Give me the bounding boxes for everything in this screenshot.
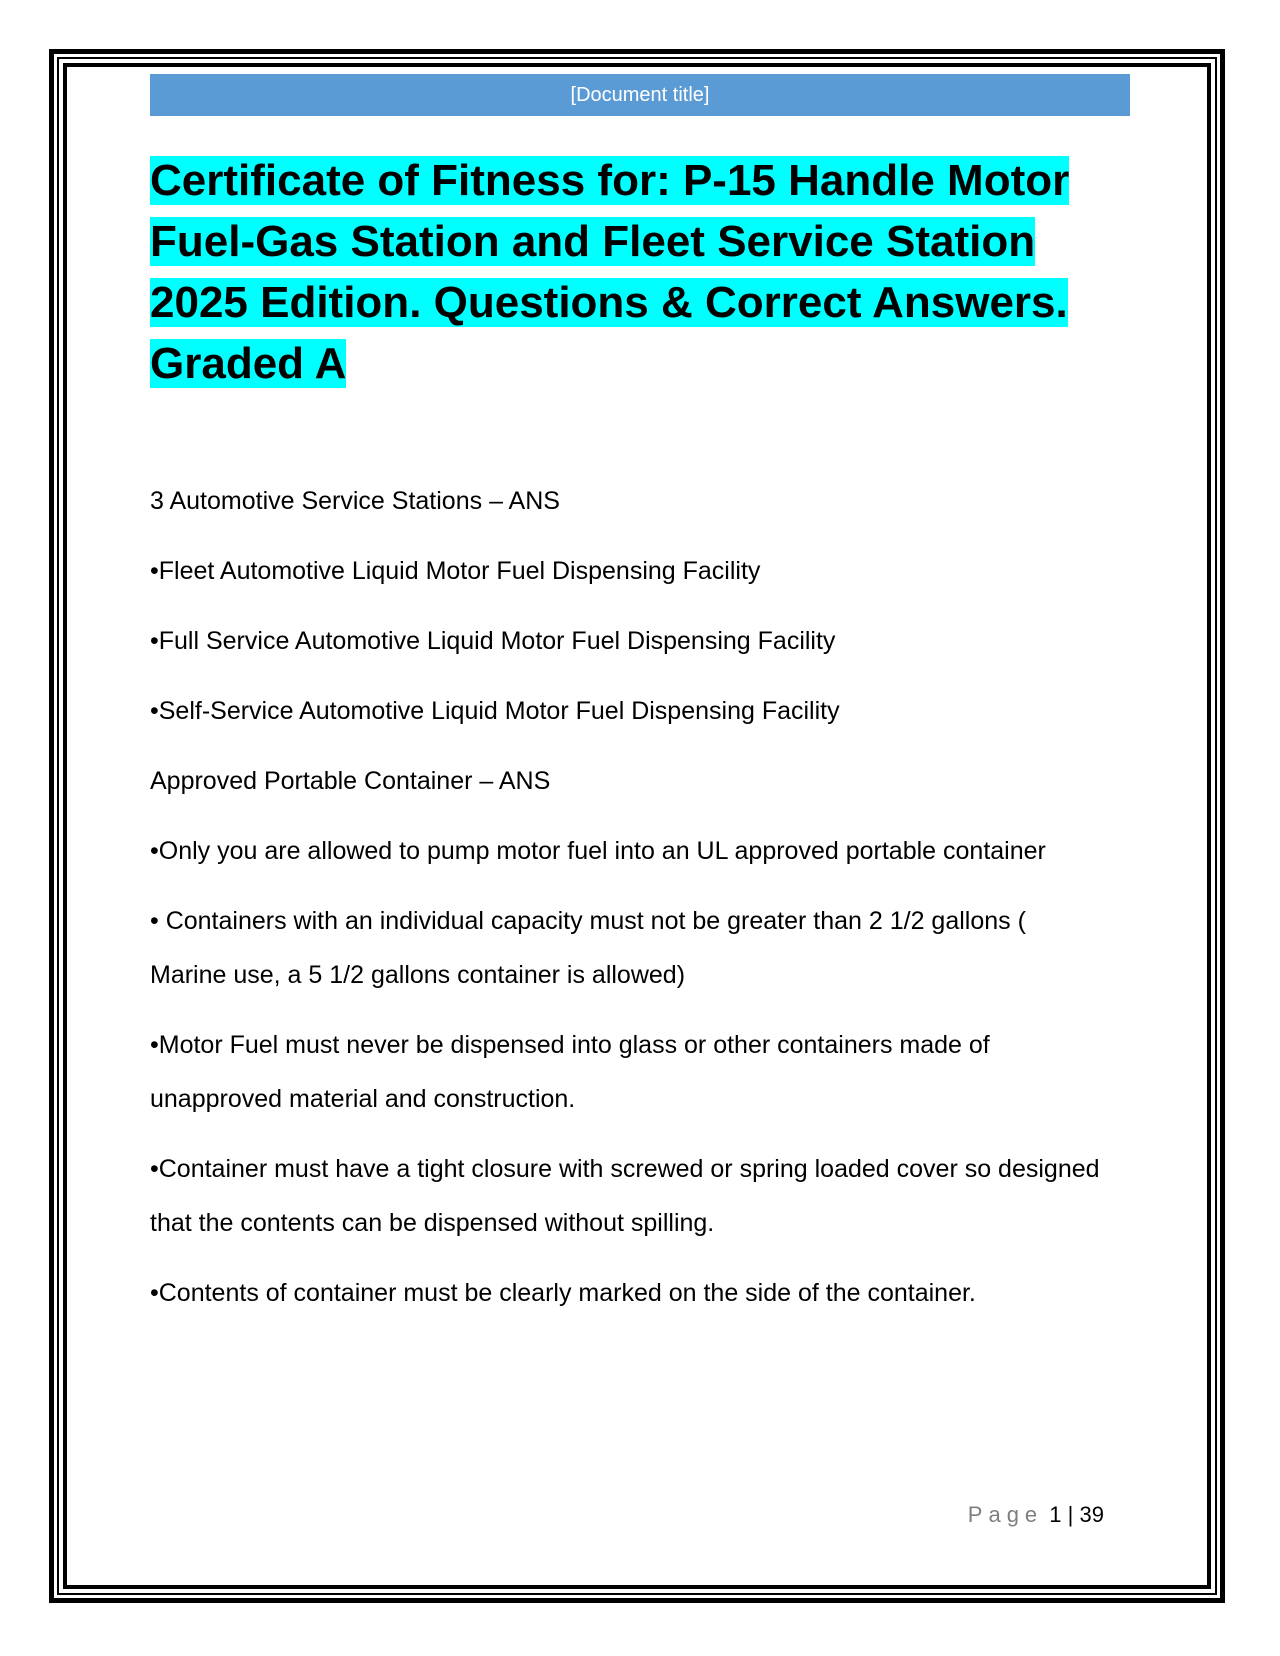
bullet-item: • Containers with an individual capacity must not be greater than 2 1/2 gallons ( Marine use, a 5 1/2 gallons container is allowed)	[150, 907, 1026, 989]
bullet-item: •Contents of container must be clearly marked on the side of the container.	[150, 1279, 976, 1307]
document-body	[150, 474, 1100, 1336]
document-title-header	[150, 74, 1130, 116]
bullet-item: •Full Service Automotive Liquid Motor Fuel Dispensing Facility	[150, 627, 836, 655]
page-title	[150, 150, 1140, 394]
page-number: 1	[1049, 1502, 1062, 1527]
page-label: Page	[967, 1502, 1044, 1527]
bullet-item: •Container must have a tight closure with screwed or spring loaded cover so designed that the contents can be dispensed without spilling.	[150, 1155, 1100, 1237]
section-heading: 3 Automotive Service Stations – ANS	[150, 487, 560, 515]
document-title-text: [Document title]	[570, 84, 710, 106]
bullet-item: •Only you are allowed to pump motor fuel into an UL approved portable container	[150, 837, 1046, 865]
bullet-item: •Self-Service Automotive Liquid Motor Fuel Dispensing Facility	[150, 697, 840, 725]
page-separator: |	[1067, 1502, 1074, 1527]
bullet-item: •Fleet Automotive Liquid Motor Fuel Dispensing Facility	[150, 557, 761, 585]
page-title-text: Certificate of Fitness for: P-15 Handle Motor Fuel-Gas Station and Fleet Service Station 2025 Edition. Questions & Correct Answers. Graded A	[150, 156, 1070, 388]
page-footer	[960, 1502, 1104, 1528]
bullet-item: •Motor Fuel must never be dispensed into glass or other containers made of unapproved material and construction.	[150, 1031, 990, 1113]
section-heading: Approved Portable Container – ANS	[150, 767, 551, 795]
total-pages: 39	[1079, 1502, 1104, 1527]
